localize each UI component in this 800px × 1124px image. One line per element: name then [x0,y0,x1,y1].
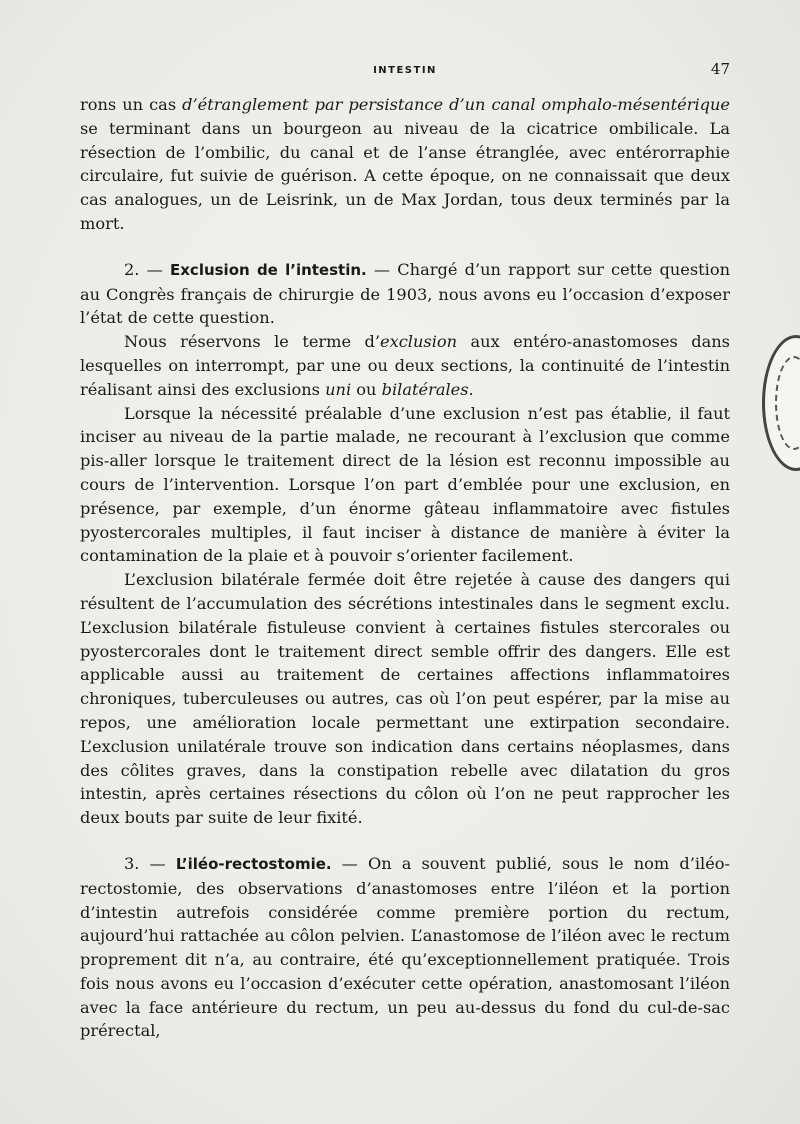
paragraph-continuation [80,93,730,236]
text-run: aux entéro-anastomoses dans lesquelles on interrompt, par une ou deux sections, la continuité de l’intestin réalisant ainsi des exclusions [80,332,730,399]
italic-phrase: d’étranglement par persistance d’un canal omphalo-mésentérique [182,95,730,114]
paragraph-indications: Lorsque la nécessité préalable d’une exclusion n’est pas établie, il faut inciser au niveau de la partie malade, ne recourant à l’exclusion que comme pis-aller lorsque le traitement direct de la lésion est reconnu impossible au cours de l’intervention. Lorsque l’on part d’emblée pour une exclusion, en présence, par exemple, d’un énorme gâteau inflammatoire avec fistules pyostercorales multiples, il faut inciser à distance de manière à éviter la contamination de la plaie et à pouvoir s’orienter facilement. [80,403,730,566]
italic-term: exclusion [380,332,458,352]
section-3-paragraph [80,852,730,1043]
text-run: rons un cas [80,95,183,114]
running-head [80,60,730,80]
stamp-ring [775,356,800,450]
section-heading: Exclusion de l’intestin. [170,260,367,279]
text-run: — On a souvent publié, sous le nom d’iléo-rectostomie, des observations d’anastomoses entre l’iléon et la portion d’intestin autrefois considérée comme première portion du rectum, aujourd’hui rattachée au côlon pelvien. L’anastomose de l’iléon avec le rectum proprement dit n’a, au contraire, été qu’exceptionnellement pratiquée. Trois fois nous avons eu l’occasion d’exécuter cette opération, anastomosant l’iléon avec la face antérieure du rectum, un peu au-dessus du fond du cul-de-sac prérectal, [80,853,730,1041]
section-number: 2. — [124,259,170,279]
italic-term: uni [325,379,352,399]
section-number: 3. — [124,853,176,873]
section-heading: L’iléo-rectostomie. [175,854,332,873]
running-title: INTESTIN [373,65,437,76]
page-number: 47 [710,60,730,78]
italic-term: bilatérales [381,379,469,399]
text-run: — Chargé d’un rapport sur cette question au Congrès français de chirurgie de 1903, nous avons eu l’occasion d’exposer l’état de cette question. [80,259,730,328]
section-2-paragraph [80,258,730,330]
text-run: . [468,379,474,399]
body-text [80,93,730,1043]
text-run: ou [351,379,382,399]
paragraph-bilateral-exclusion: L’exclusion bilatérale fermée doit être rejetée à cause des dangers qui résultent de l’accumulation des sécrétions intestinales dans le segment exclu. L’exclusion bilatérale fistuleuse convient à certaines fistules stercorales ou pyostercorales dont le traitement direct semble offrir des dangers. Elle est applicable aussi au traitement de certaines affections inflammatoires chroniques, tuberculeuses ou autres, cas où l’on peut espérer, par la mise au repos, une amélioration locale permettant une extirpation secondaire. L’exclusion unilatérale trouve son indication dans certains néoplasmes, dans des côlites graves, dans la constipation rebelle avec dilatation du gros intestin, après certaines résections du côlon où l’on ne peut rapprocher les deux bouts par suite de leur fixité. [80,570,730,828]
library-stamp [762,335,800,471]
text-run: Nous réservons le terme d’ [124,332,381,352]
text-run: se terminant dans un bourgeon au niveau de la cicatrice ombilicale. La résection de l’ombilic, du canal et de l’anse étranglée, avec entérorraphie circulaire, fut suivie de guérison. A cette époque, on ne connaissait que deux cas analogues, un de Leisrink, un de Max Jordan, tous deux terminés par la mort. [80,118,730,233]
paragraph-exclusion-definition [80,330,730,401]
